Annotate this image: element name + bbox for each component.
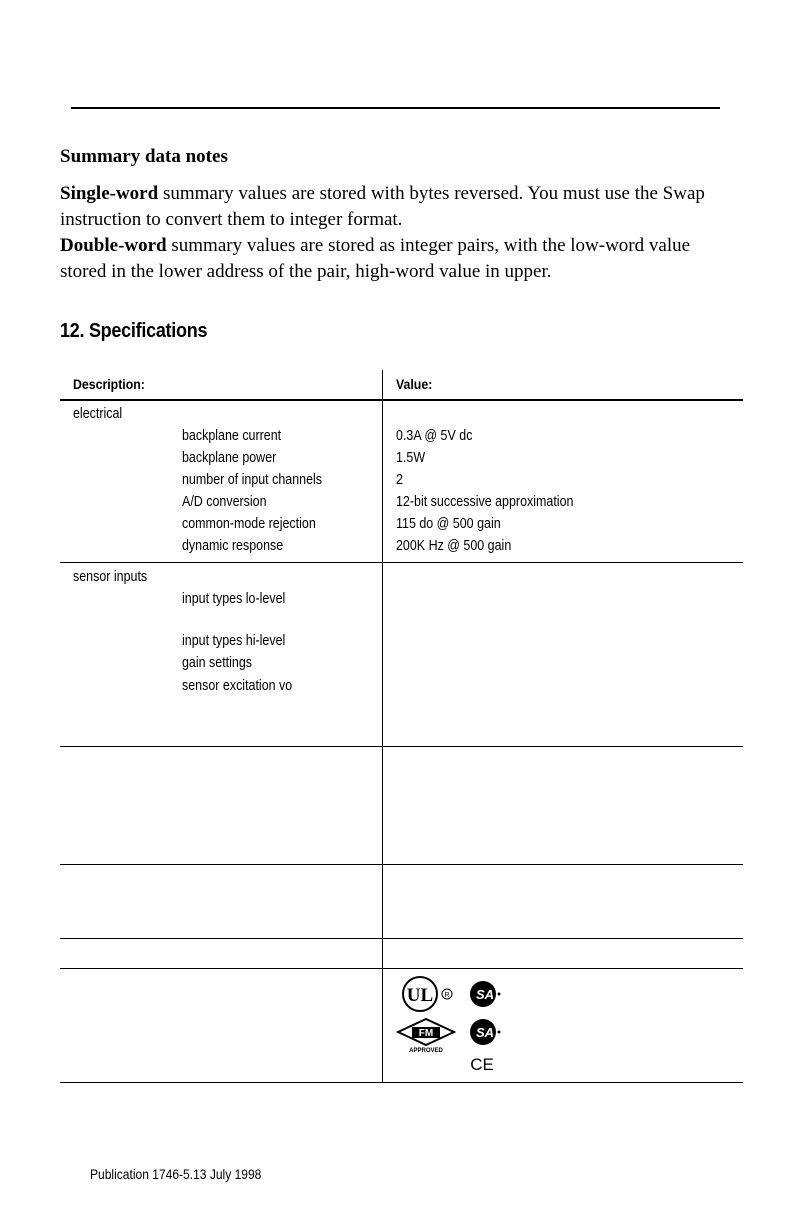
table-row-desc: number of input channels — [182, 472, 323, 488]
svg-text:SA: SA — [475, 1025, 495, 1040]
table-row-desc: dynamic response — [182, 538, 284, 554]
table-row-desc: backplane power — [182, 450, 277, 466]
table-row-value: 0.3A @ 5V dc — [396, 428, 473, 444]
ce-mark-icon — [470, 1055, 494, 1074]
table-row-value: 200K Hz @ 500 gain — [396, 538, 512, 554]
svg-text:APPROVED: APPROVED — [409, 1048, 443, 1054]
sensor-inputs-group-label: sensor inputs — [73, 569, 148, 585]
table-row-desc: backplane current — [182, 428, 282, 444]
specifications-heading: 12. Specifications — [60, 320, 208, 342]
top-rule — [71, 107, 720, 109]
single-word-term: Single-word — [60, 183, 159, 204]
double-word-text: summary values are stored as integer pairs, with the low-word value stored in the lower address of the pair, high-word value in upper. — [60, 235, 691, 282]
table-row-value: 115 do @ 500 gain — [396, 516, 501, 532]
svg-text:SA: SA — [475, 987, 495, 1002]
svg-text:CE: CE — [470, 1055, 494, 1074]
ul-listing-icon — [403, 977, 452, 1011]
certification-marks — [396, 972, 526, 1078]
electrical-group-label: electrical — [73, 406, 123, 422]
column-header-description: Description: — [73, 376, 145, 392]
table-row-desc: sensor excitation vo — [182, 678, 293, 694]
svg-text:UL: UL — [406, 985, 434, 1006]
row-rule — [60, 938, 743, 939]
header-rule — [60, 399, 743, 401]
csa-icon — [470, 981, 501, 1007]
row-rule — [60, 746, 743, 747]
single-word-text: summary values are stored with bytes reversed. You must use the Swap instruction to convert them to integer format. — [60, 183, 705, 230]
row-rule — [60, 562, 743, 563]
table-row-desc: input types hi-level — [182, 633, 286, 649]
table-row-desc: common-mode rejection — [182, 516, 316, 532]
table-bottom-rule — [60, 1082, 743, 1083]
single-word-paragraph — [60, 181, 720, 233]
summary-notes-heading: Summary data notes — [60, 146, 228, 167]
svg-text:FM: FM — [418, 1028, 434, 1039]
csa-icon — [470, 1019, 501, 1045]
fm-approved-icon — [398, 1019, 454, 1054]
column-divider — [382, 370, 383, 1083]
double-word-paragraph — [60, 233, 720, 285]
publication-footer: Publication 1746-5.13 July 1998 — [90, 1166, 262, 1182]
table-row-value: 1.5W — [396, 450, 426, 466]
table-row-desc: gain settings — [182, 655, 253, 671]
column-header-value: Value: — [396, 376, 433, 392]
table-row-value: 2 — [396, 472, 403, 488]
double-word-term: Double-word — [60, 235, 167, 256]
table-row-value: 12-bit successive approximation — [396, 494, 574, 510]
svg-text:R: R — [444, 992, 450, 999]
table-row-desc: input types lo-level — [182, 591, 286, 607]
row-rule — [60, 864, 743, 865]
table-row-desc: A/D conversion — [182, 494, 267, 510]
row-rule — [60, 968, 743, 969]
